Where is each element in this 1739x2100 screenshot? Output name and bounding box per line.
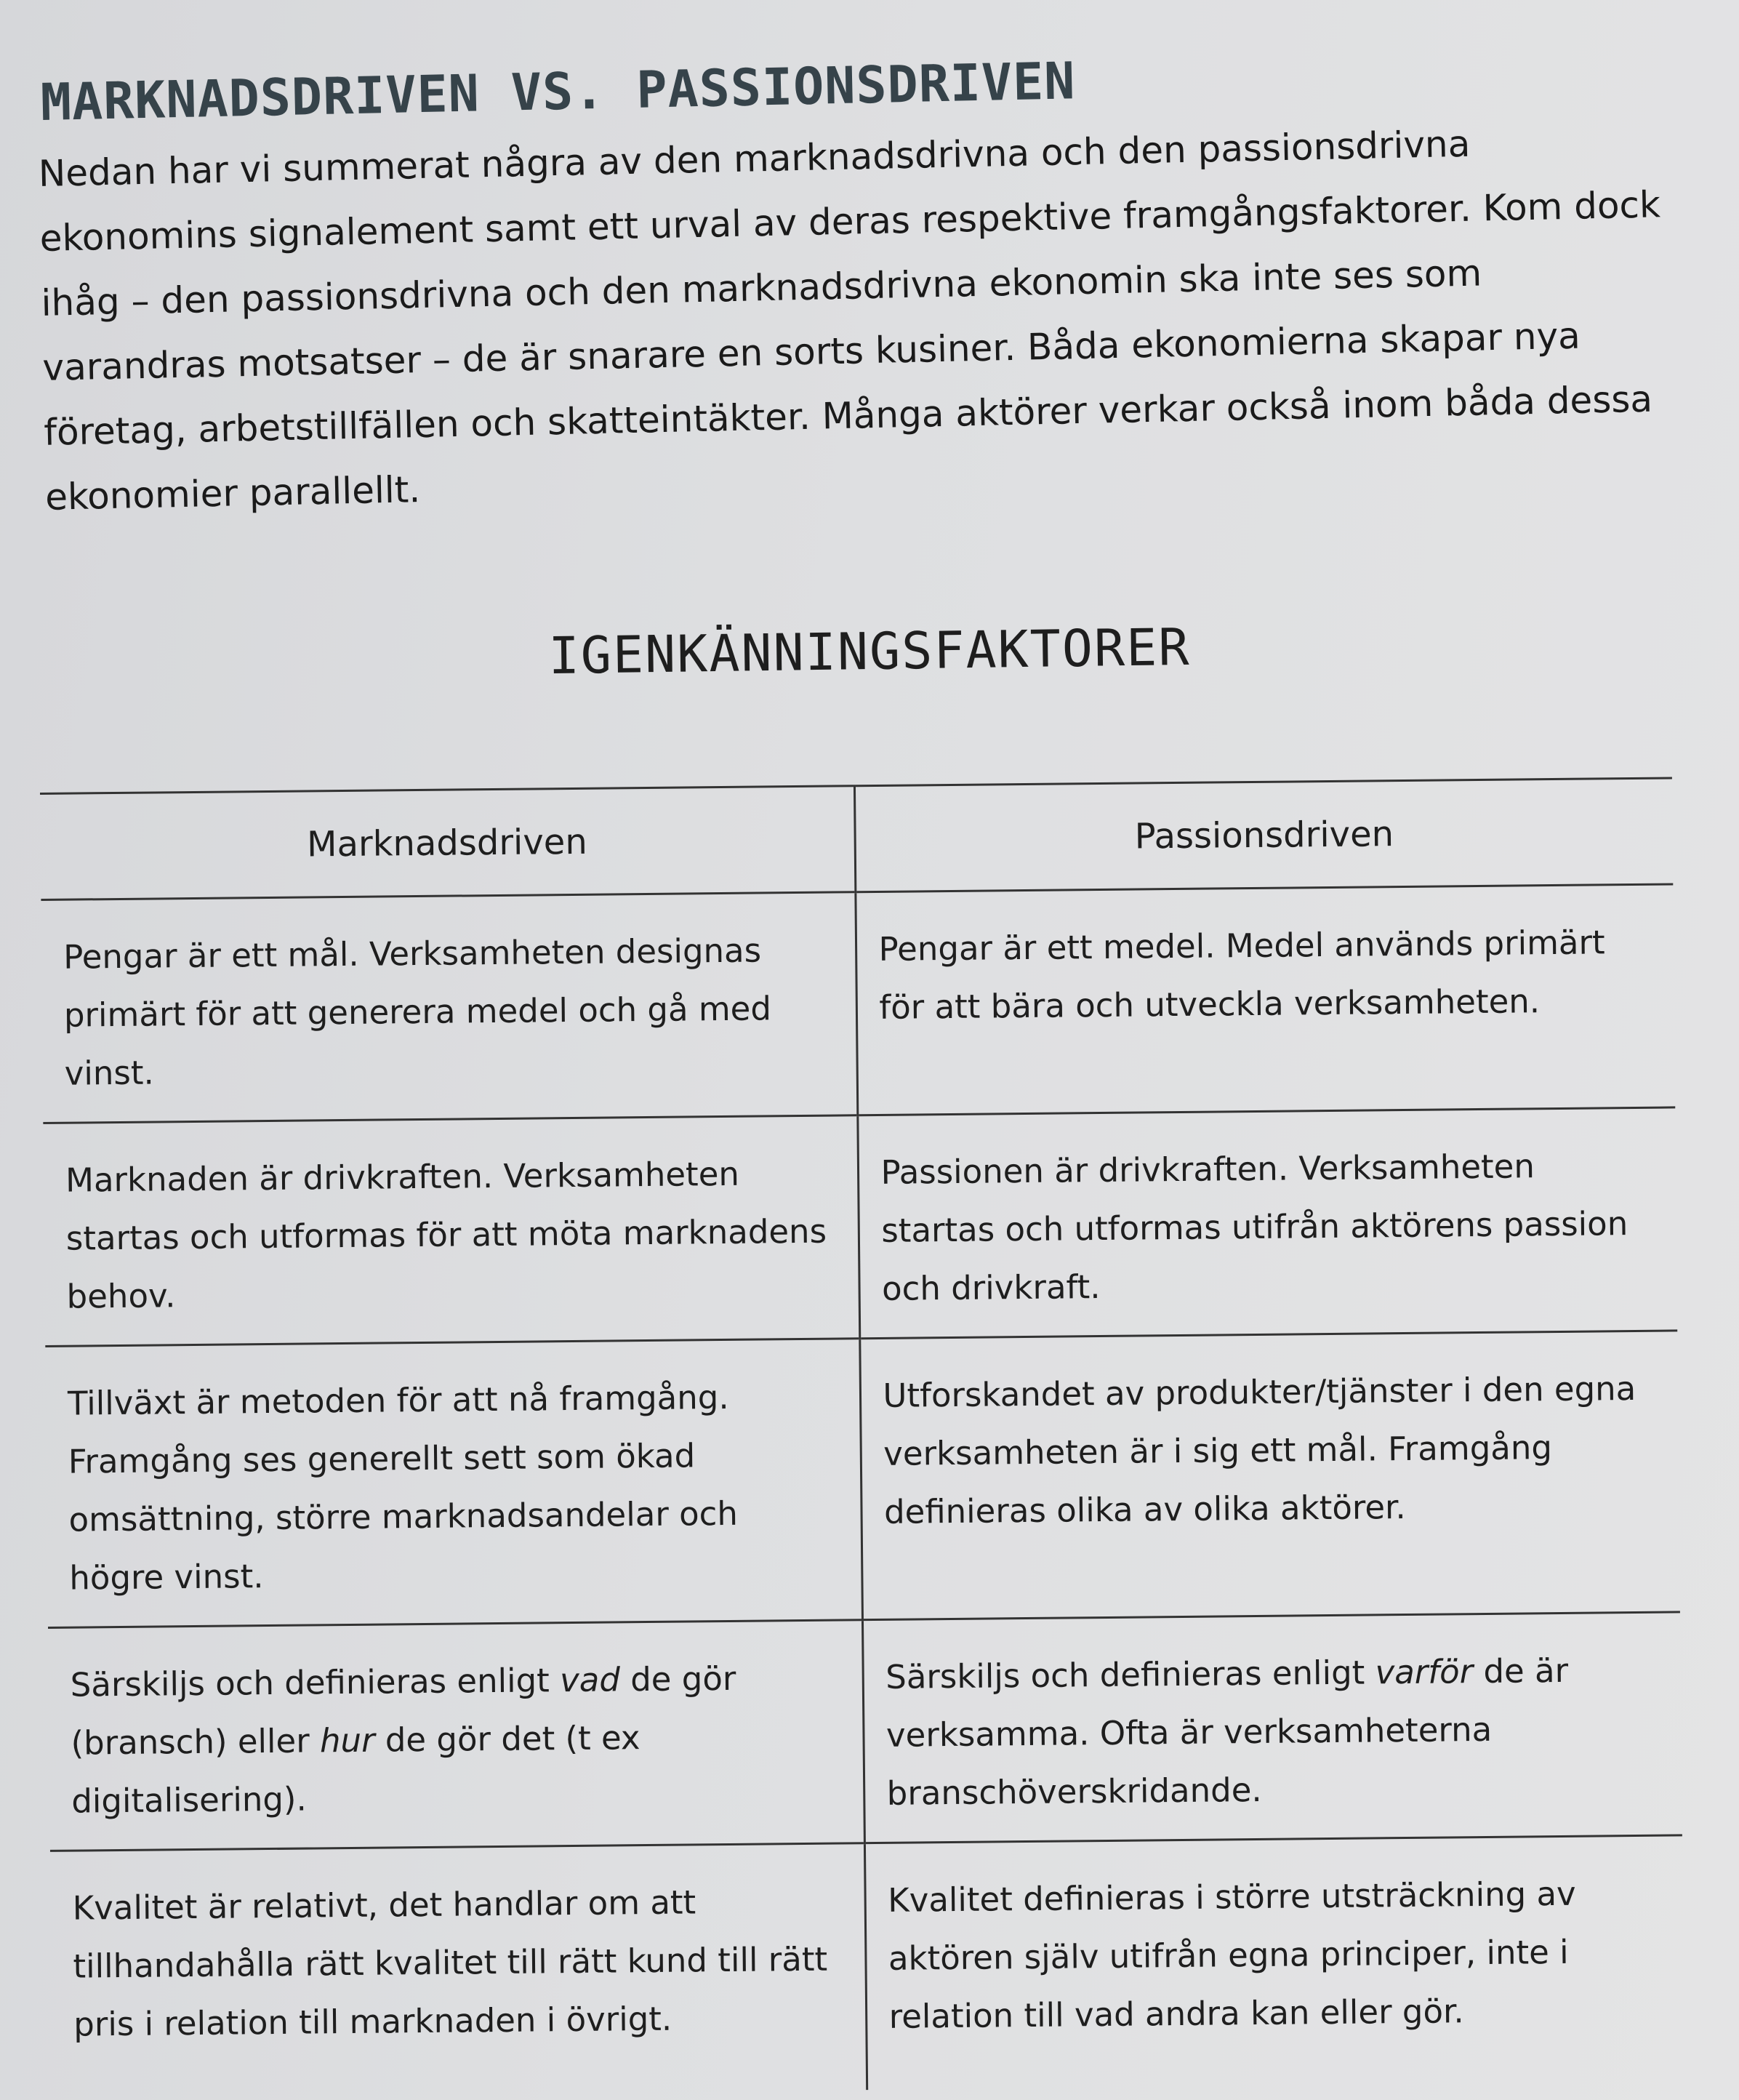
- table-row: [50, 1835, 1684, 2098]
- text-part: Särskiljs och definieras enligt: [885, 1653, 1375, 1696]
- cell-passionsdriven: Kvalitet definieras i större utsträckning av aktören själv utifrån egna principer, inte i relation till vad andra kan eller gör.: [887, 1874, 1576, 2036]
- cell-passionsdriven: Utforskandet av produkter/tjänster i den egna verksamheten är i sig ett mål. Framgång definieras olika av olika aktörer.: [883, 1368, 1636, 1531]
- emphasis-word: hur: [319, 1720, 375, 1760]
- table-row: [43, 1107, 1677, 1347]
- emphasis-word: vad: [559, 1660, 621, 1700]
- comparison-table: [40, 777, 1684, 2097]
- cell-marknadsdriven: [48, 1620, 864, 1851]
- intro-paragraph: [38, 108, 1674, 530]
- text-part: Särskiljs och definieras enligt: [70, 1661, 561, 1704]
- section-title: IGENKÄNNINGSFAKTORER: [548, 617, 1191, 686]
- intro-line: varandras motsatser – de är snarare en sorts kusiner. Båda ekonomierna skapar nya: [41, 314, 1581, 389]
- table-row: [45, 1331, 1680, 1628]
- table-row: [48, 1612, 1682, 1851]
- intro-line: Nedan har vi summerat några av den marknadsdrivna och den passionsdrivna: [38, 122, 1471, 195]
- text-part: de gör det (t ex digitalisering).: [71, 1718, 640, 1821]
- text-part: de gör (bransch) eller: [71, 1659, 736, 1763]
- cell-marknadsdriven: Marknaden är drivkraften. Verksamheten startas och utformas för att möta marknadens behov.: [43, 1115, 859, 1347]
- header-passionsdriven: Passionsdriven: [1134, 813, 1394, 857]
- comparison-table-wrapper: [40, 777, 1684, 2097]
- table-row: [41, 884, 1675, 1123]
- cell-passionsdriven: Pengar är ett medel. Medel används primärt för att bära och utveckla verksamheten.: [878, 923, 1605, 1027]
- cell-marknadsdriven: Pengar är ett mål. Verksamheten designas primärt för att generera medel och gå med vinst.: [41, 892, 857, 1123]
- emphasis-word: varför: [1375, 1652, 1474, 1692]
- cell-marknadsdriven: Kvalitet är relativt, det handlar om att tillhandahålla rätt kvalitet till rätt kund till rätt pris i relation till marknaden i övrigt.: [50, 1843, 867, 2098]
- intro-line: företag, arbetstillfällen och skatteintäkter. Många aktörer verkar också inom båda dessa: [43, 377, 1653, 454]
- header-marknadsdriven: Marknadsdriven: [40, 786, 855, 900]
- intro-line: ihåg – den passionsdrivna och den marknadsdrivna ekonomin ska inte ses som: [41, 252, 1482, 324]
- text-part: de är verksamma. Ofta är verksamheterna branschöverskridande.: [885, 1651, 1569, 1813]
- cell-marknadsdriven: Tillväxt är metoden för att nå framgång. Framgång ses generellt sett som ökad omsättning, större marknadsandelar och högre vinst.: [45, 1339, 862, 1628]
- intro-line: ekonomier parallellt.: [44, 468, 421, 518]
- page-heading: MARKNADSDRIVEN VS. PASSIONSDRIVEN: [40, 51, 1077, 132]
- intro-line: ekonomins signalement samt ett urval av deras respektive framgångsfaktorer. Kom dock: [39, 183, 1661, 260]
- cell-passionsdriven: [862, 1612, 1682, 1843]
- cell-passionsdriven: Passionen är drivkraften. Verksamheten startas och utformas utifrån aktörens passion och drivkraft.: [880, 1147, 1628, 1308]
- table-header-row: [40, 778, 1673, 900]
